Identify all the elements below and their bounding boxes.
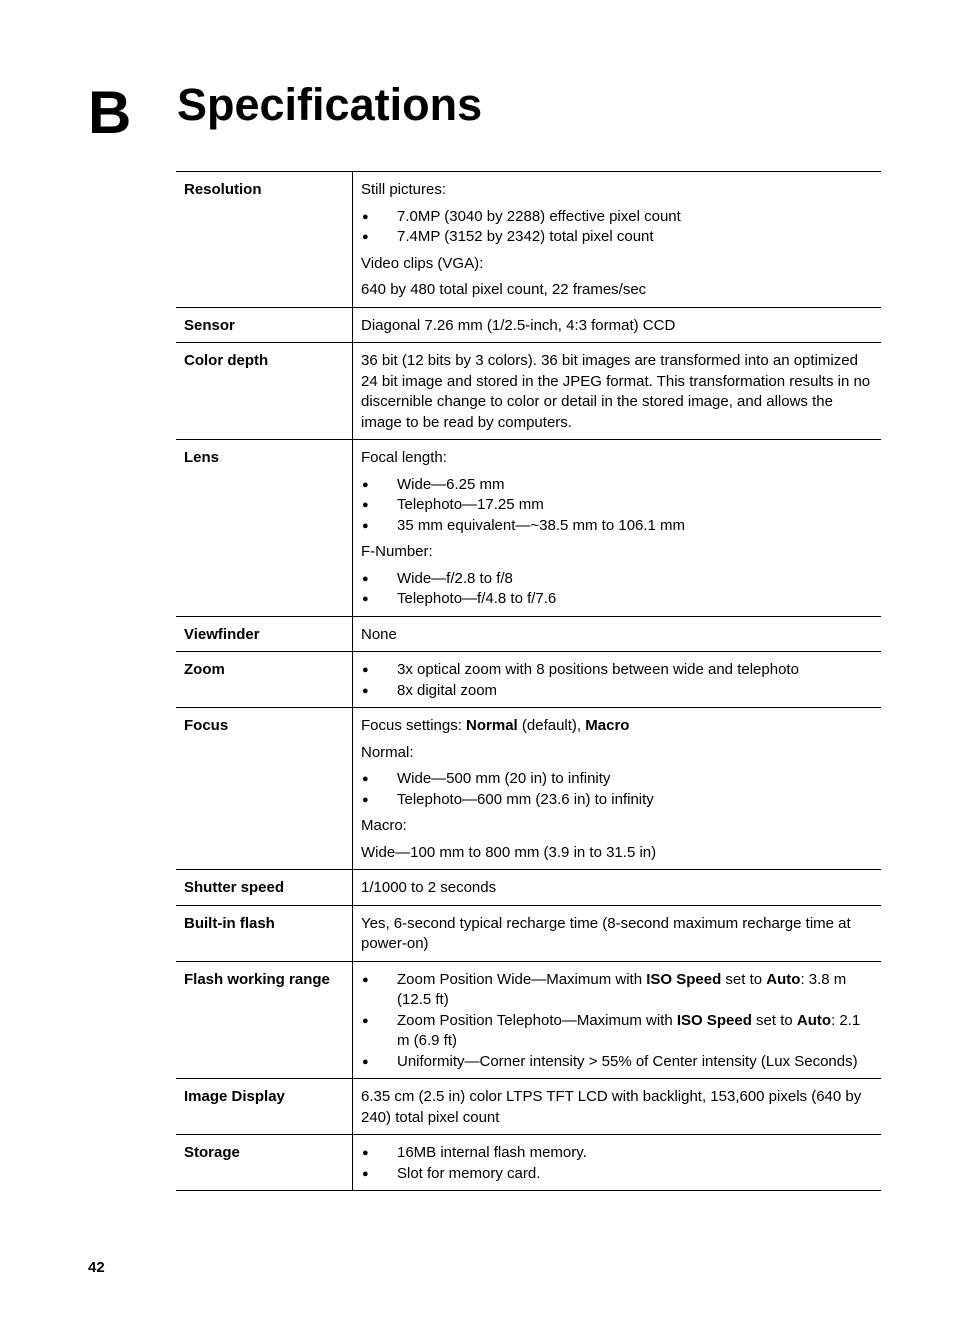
list-item: ● 7.0MP (3040 by 2288) effective pixel count	[361, 207, 873, 228]
spec-row	[176, 1135, 881, 1191]
text-span: : 2.1 m (6.9 ft)	[397, 1011, 861, 1049]
spec-label: Color depth	[176, 343, 353, 440]
spec-value	[353, 870, 882, 906]
list-item: ● 35 mm equivalent—~38.5 mm to 106.1 mm	[361, 516, 873, 537]
list-item: ● Telephoto—f/4.8 to f/7.6	[361, 589, 873, 610]
spec-value	[353, 1079, 882, 1135]
bullet-list	[361, 769, 873, 810]
text-span: Zoom Position Telephoto—Maximum with	[397, 1011, 677, 1029]
spec-paragraph: F-Number:	[361, 543, 433, 560]
spec-label: Lens	[176, 440, 353, 617]
bullet-list	[361, 1143, 873, 1184]
spec-value	[353, 307, 882, 343]
bold-text: Auto	[796, 1011, 832, 1029]
spec-label: Zoom	[176, 652, 353, 708]
list-item	[361, 1011, 873, 1052]
spec-value	[353, 172, 882, 308]
bullet-list	[361, 660, 873, 701]
spec-value	[353, 616, 882, 652]
spec-label: Flash working range	[176, 961, 353, 1079]
page-number: 42	[88, 1259, 105, 1276]
list-item	[361, 970, 873, 1011]
bullet-list	[361, 475, 873, 537]
spec-row	[176, 652, 881, 708]
spec-paragraph: Diagonal 7.26 mm (1/2.5-inch, 4:3 format) CCD	[361, 316, 676, 334]
spec-paragraph: Normal:	[361, 743, 414, 761]
chapter-letter: B	[88, 79, 132, 146]
list-item: ● 16MB internal flash memory.	[361, 1143, 873, 1164]
spec-value	[353, 708, 882, 870]
list-item: ● Telephoto—17.25 mm	[361, 495, 873, 516]
list-item: ● Wide—500 mm (20 in) to infinity	[361, 769, 873, 790]
spec-label: Resolution	[176, 172, 353, 308]
spec-paragraph: Yes, 6-second typical recharge time (8-second maximum recharge time at power-on)	[361, 914, 851, 952]
spec-row	[176, 307, 881, 343]
spec-label: Shutter speed	[176, 870, 353, 906]
spec-label: Viewfinder	[176, 616, 353, 652]
spec-row	[176, 905, 881, 961]
text-span: Zoom Position Wide—Maximum with	[397, 970, 647, 988]
spec-label: Built-in flash	[176, 905, 353, 961]
list-item: ● Uniformity—Corner intensity > 55% of Center intensity (Lux Seconds)	[361, 1052, 873, 1073]
spec-row	[176, 172, 881, 308]
spec-label: Sensor	[176, 307, 353, 343]
spec-value	[353, 961, 882, 1079]
spec-label: Image Display	[176, 1079, 353, 1135]
spec-paragraph: 1/1000 to 2 seconds	[361, 879, 497, 896]
spec-value	[353, 440, 882, 617]
spec-row	[176, 616, 881, 652]
specifications-table	[176, 171, 881, 1191]
list-item: ● 8x digital zoom	[361, 681, 873, 702]
spec-paragraph: Focal length:	[361, 449, 447, 466]
bullet-list	[361, 970, 873, 1073]
text-span: : 3.8 m (12.5 ft)	[397, 970, 847, 1008]
spec-paragraph: Video clips (VGA):	[361, 254, 484, 272]
spec-paragraph: 640 by 480 total pixel count, 22 frames/sec	[361, 281, 647, 298]
spec-paragraph: None	[361, 625, 397, 643]
spec-value	[353, 1135, 882, 1191]
spec-row	[176, 343, 881, 440]
spec-label: Storage	[176, 1135, 353, 1191]
list-item: ● Wide—6.25 mm	[361, 475, 873, 496]
spec-paragraph: 36 bit (12 bits by 3 colors). 36 bit images are transformed into an optimized 24 bit image and stored in the JPEG format. This transformation results in no discernible change to color or detail in the stored image, and allows the image to be read by computers.	[361, 352, 871, 431]
list-item: ● Slot for memory card.	[361, 1164, 873, 1185]
bold-text: ISO Speed	[676, 1011, 752, 1029]
text-span: (default),	[517, 717, 586, 734]
spec-value	[353, 905, 882, 961]
spec-paragraph: 6.35 cm (2.5 in) color LTPS TFT LCD with backlight, 153,600 pixels (640 by 240) total pixel count	[361, 1088, 862, 1126]
list-item: ● Telephoto—600 mm (23.6 in) to infinity	[361, 790, 873, 811]
list-item: ● 7.4MP (3152 by 2342) total pixel count	[361, 227, 873, 248]
text-span: set to	[721, 970, 767, 988]
bullet-list	[361, 569, 873, 610]
bold-text: Macro	[585, 717, 630, 734]
spec-paragraph: Macro:	[361, 817, 407, 834]
bullet-list	[361, 207, 873, 248]
page-title: Specifications	[177, 79, 483, 130]
spec-paragraph	[361, 716, 873, 737]
bold-text: Normal	[466, 717, 518, 734]
list-item: ● 3x optical zoom with 8 positions between wide and telephoto	[361, 660, 873, 681]
spec-label: Focus	[176, 708, 353, 870]
text-span: set to	[751, 1011, 797, 1029]
spec-value	[353, 652, 882, 708]
spec-value	[353, 343, 882, 440]
text-span: Focus settings:	[361, 717, 467, 734]
list-item: ● Wide—f/2.8 to f/8	[361, 569, 873, 590]
bold-text: Auto	[766, 970, 801, 988]
spec-row	[176, 870, 881, 906]
spec-row	[176, 440, 881, 617]
bold-text: ISO Speed	[646, 970, 722, 988]
spec-row	[176, 961, 881, 1079]
spec-paragraph: Still pictures:	[361, 181, 447, 198]
spec-row	[176, 708, 881, 870]
spec-row	[176, 1079, 881, 1135]
spec-paragraph: Wide—100 mm to 800 mm (3.9 in to 31.5 in)	[361, 843, 657, 861]
